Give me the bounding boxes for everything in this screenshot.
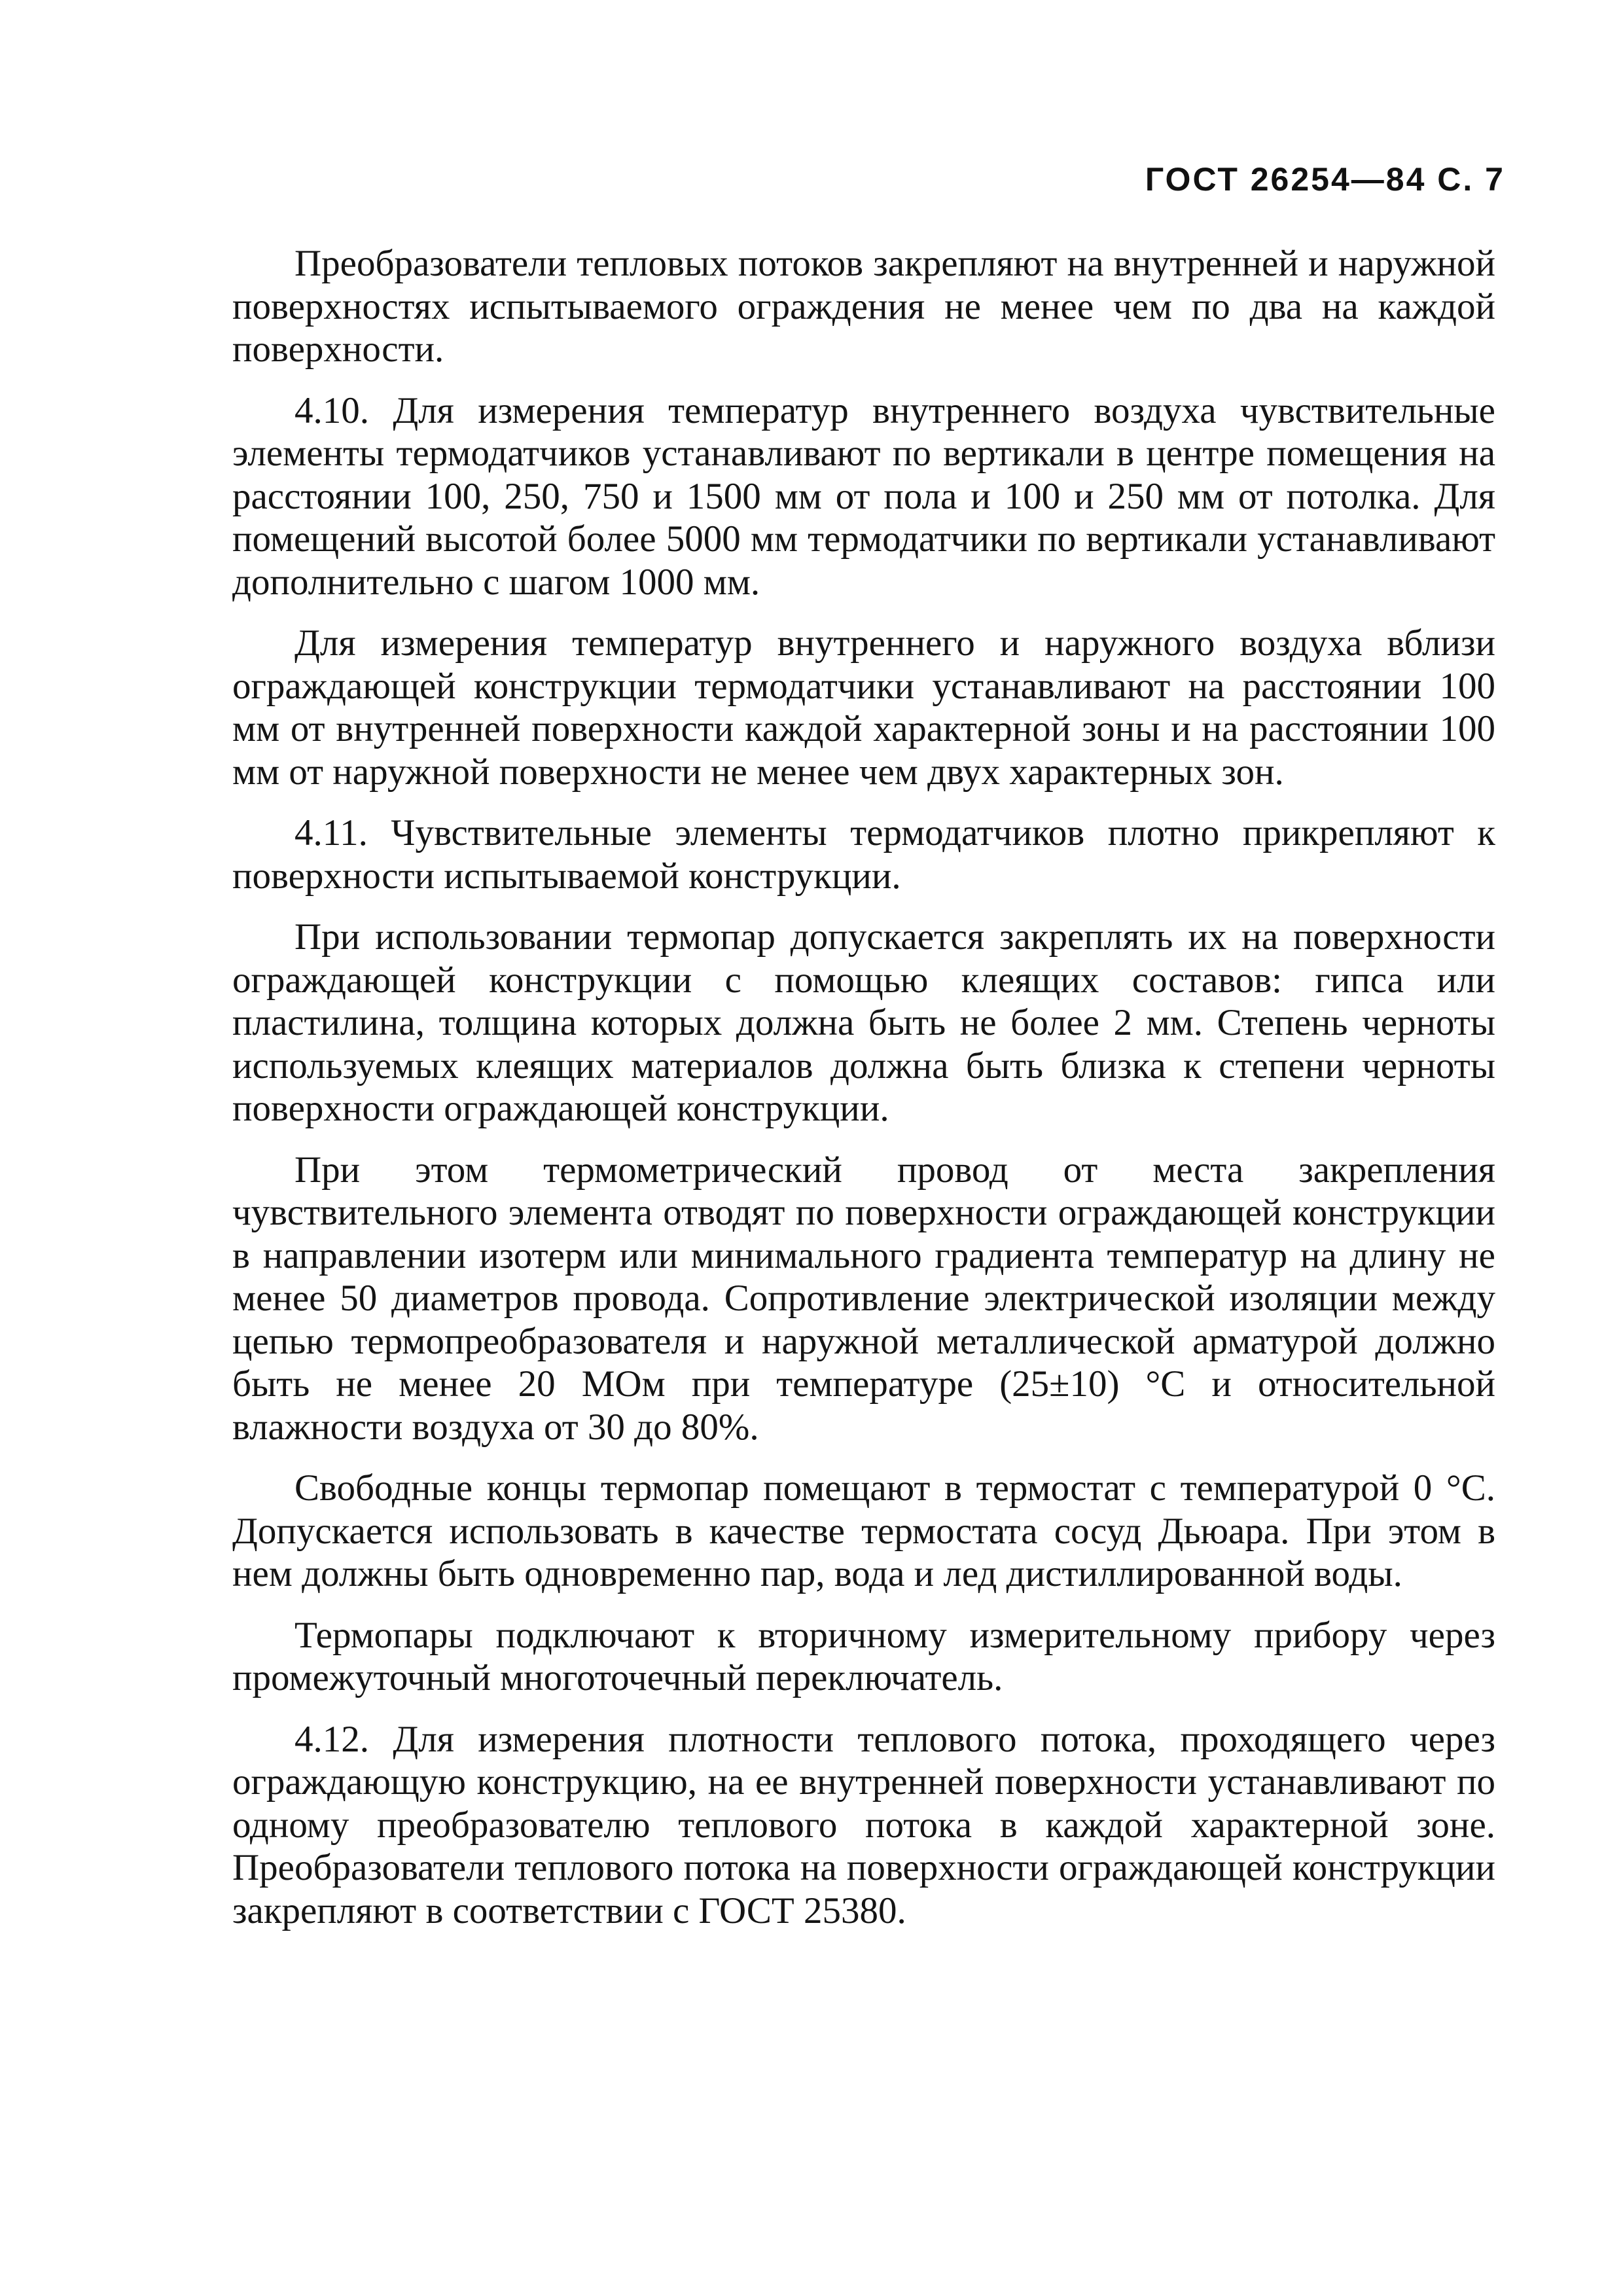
running-head: ГОСТ 26254—84 С. 7	[1145, 161, 1505, 198]
paragraph-4-10: 4.10. Для измерения температур внутреннего воздуха чувствительные элементы термодатчиков устанавливают по вертикали в центре помещения на расстоянии 100, 250, 750 и 1500 мм от пола и 100 и 250 мм от потолка. Для помещений высотой более 5000 мм термодатчики по вертикали устанавливают дополнительно с шагом 1000 мм.	[232, 389, 1495, 603]
paragraph-wire-routing: При этом термометрический провод от места закрепления чувствительного элемента отводят по поверхности ограждающей конструкции в направлении изотерм или минимального градиента температур на длину не менее 50 диаметров провода. Сопротивление электрической изоляции между цепью термопреобразователя и наружной металлической арматурой должно быть не менее 20 МОм при температуре (25±10) °С и относительной влажности воздуха от 30 до 80%.	[232, 1149, 1495, 1448]
paragraph-connection: Термопары подключают к вторичному измерительному прибору через промежуточный многоточечный переключатель.	[232, 1614, 1495, 1698]
paragraph-thermocouple-fixing: При использовании термопар допускается закреплять их на поверхности ограждающей конструкции с помощью клеящих составов: гипса или пластилина, толщина которых должна быть не более 2 мм. Степень черноты используемых клеящих материалов должна быть близка к степени черноты поверхности ограждающей конструкции.	[232, 916, 1495, 1129]
paragraph-heat-flux-sensors: Преобразователи тепловых потоков закрепляют на внутренней и наружной поверхностях испытываемого ограждения не менее чем по два на каждой поверхности.	[232, 243, 1495, 370]
document-body	[232, 242, 1495, 1950]
paragraph-4-12: 4.12. Для измерения плотности теплового потока, проходящего через ограждающую конструкцию, на ее внутренней поверхности устанавливают по одному преобразователю теплового потока в каждой характерной зоне. Преобразователи теплового потока на поверхности ограждающей конструкции закрепляют в соответствии с ГОСТ 25380.	[232, 1718, 1495, 1931]
paragraph-air-temperature: Для измерения температур внутреннего и наружного воздуха вблизи ограждающей конструкции термодатчики устанавливают на расстоянии 100 мм от внутренней поверхности каждой характерной зоны и на расстоянии 100 мм от наружной поверхности не менее чем двух характерных зон.	[232, 622, 1495, 793]
paragraph-4-11: 4.11. Чувствительные элементы термодатчиков плотно прикрепляют к поверхности испытываемой конструкции.	[232, 812, 1495, 897]
paragraph-free-ends: Свободные концы термопар помещают в термостат с температурой 0 °С. Допускается использовать в качестве термостата сосуд Дьюара. При этом в нем должны быть одновременно пар, вода и лед дистиллированной воды.	[232, 1467, 1495, 1594]
